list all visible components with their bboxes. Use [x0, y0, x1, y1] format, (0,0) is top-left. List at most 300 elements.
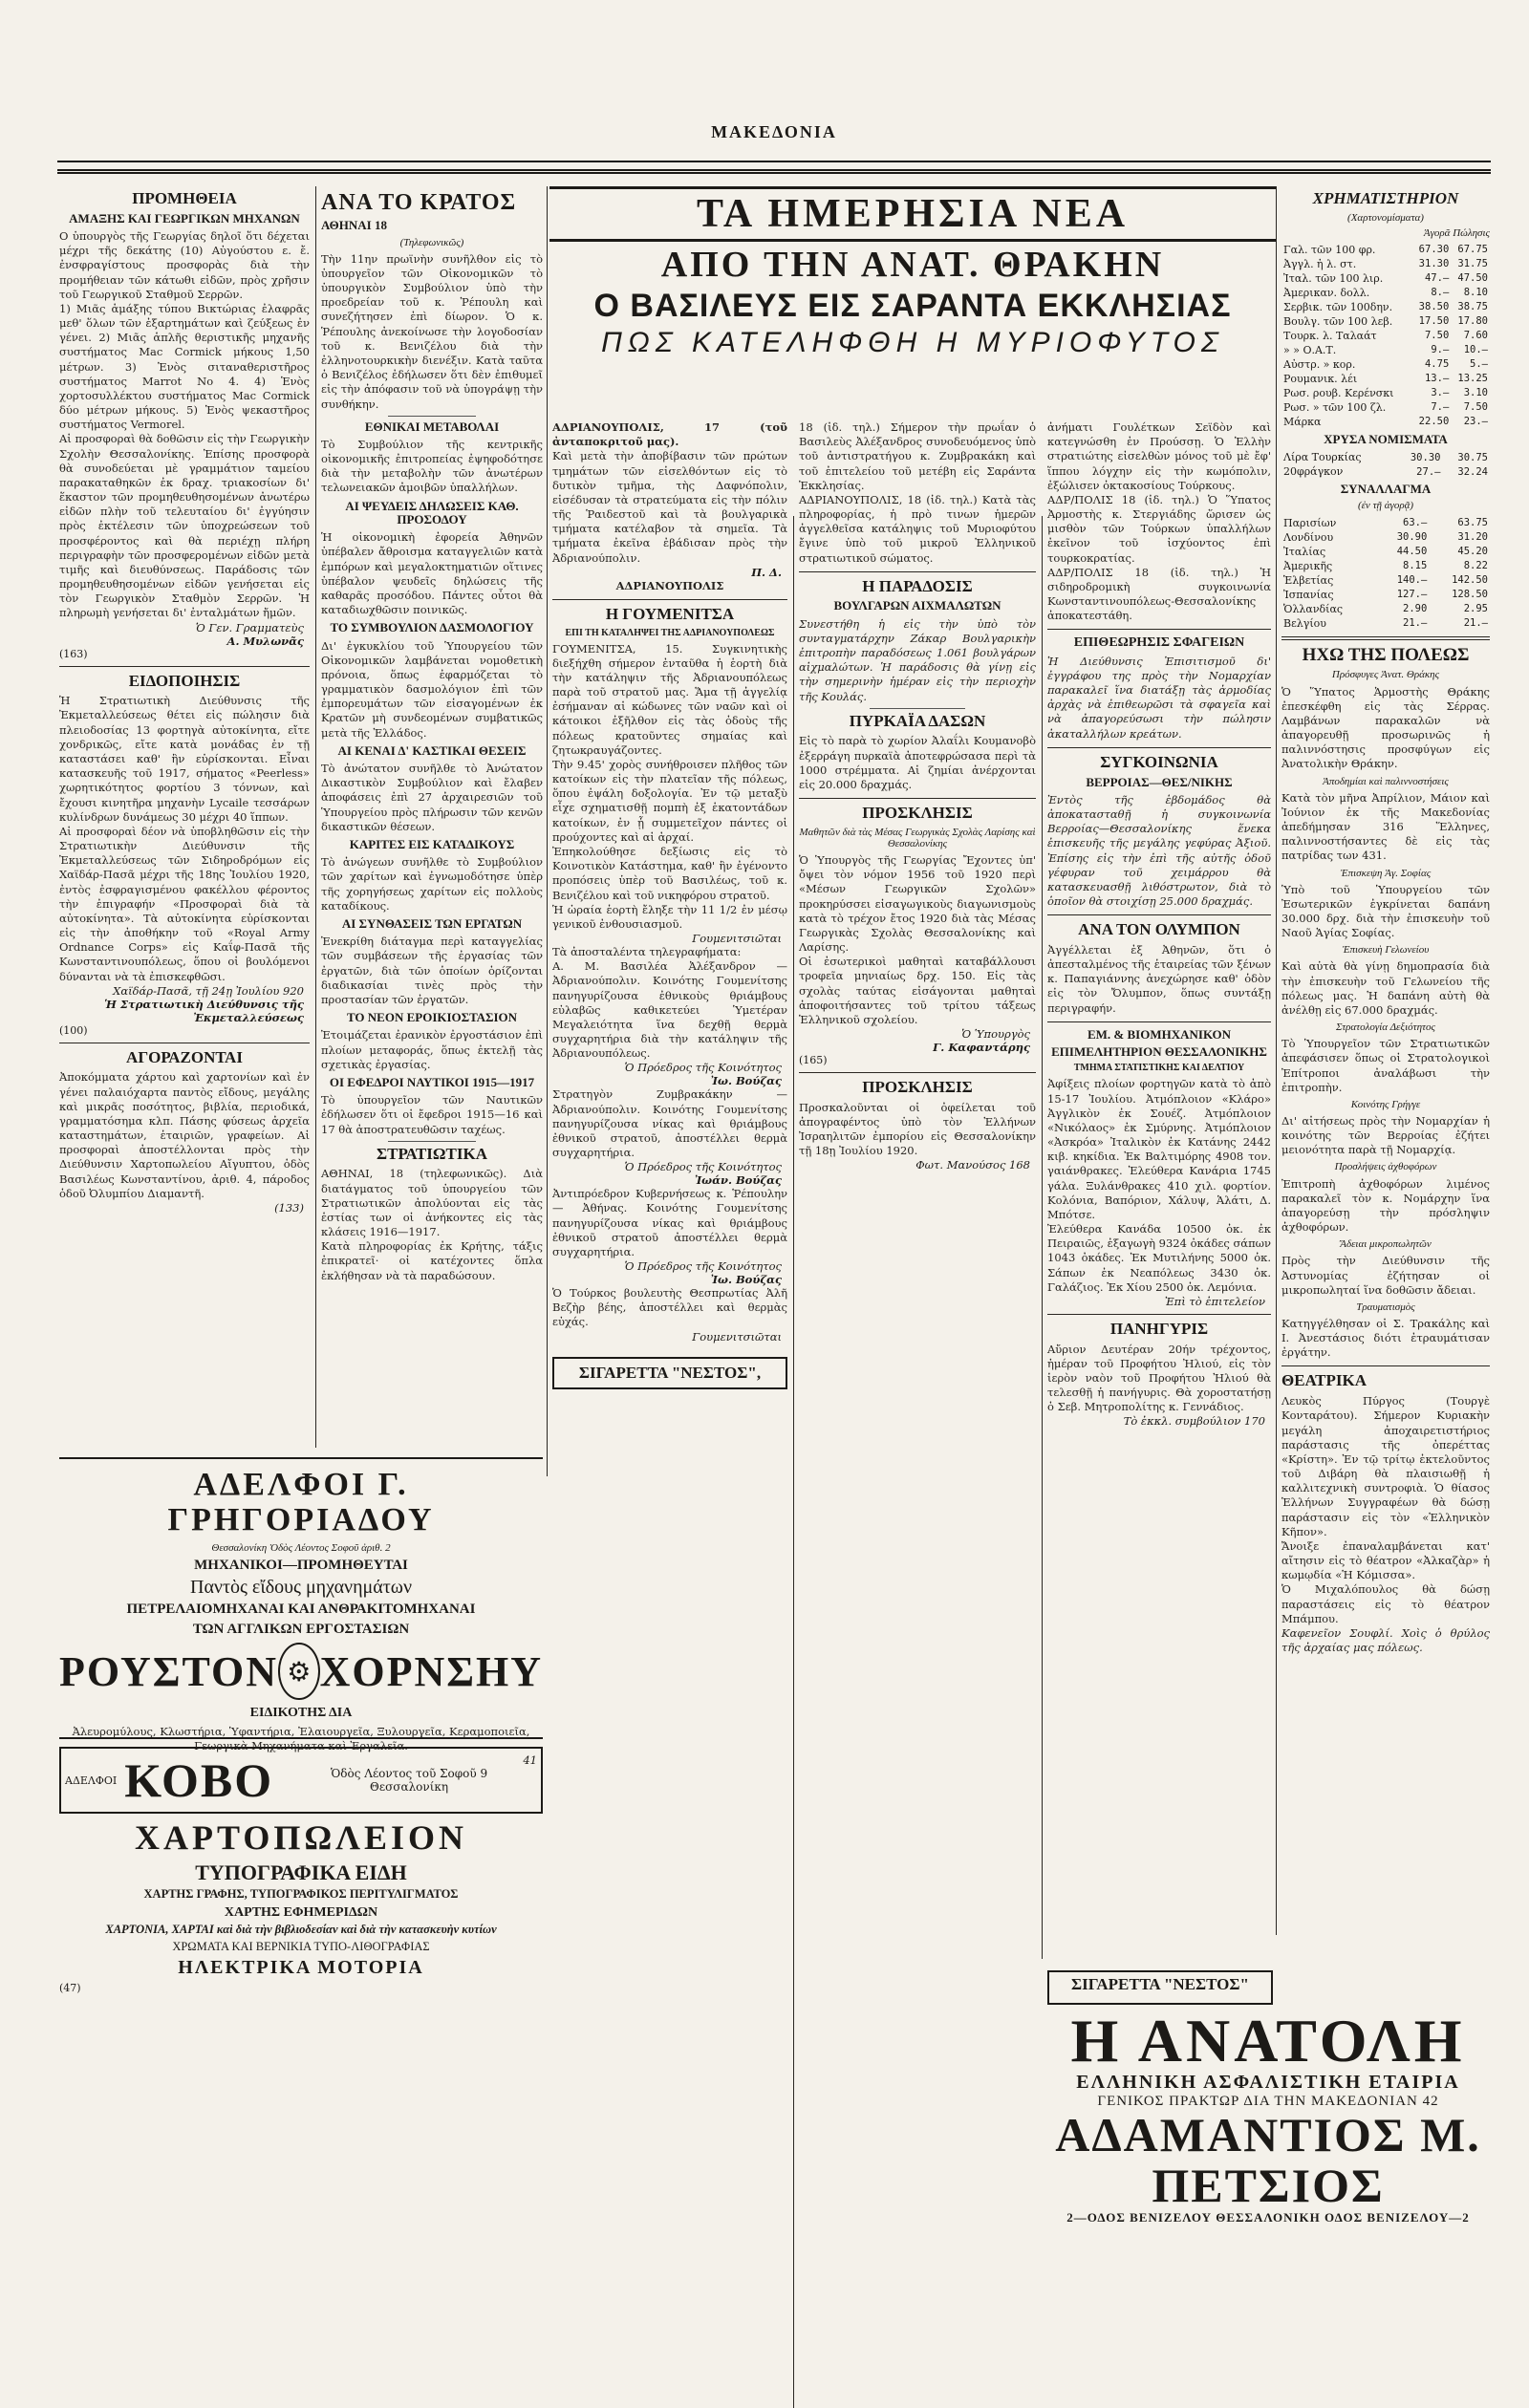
subheadline: Μαθητῶν διὰ τὰς Μέσας Γεωργικὰς Σχολὰς Λαρίσης καὶ Θεσσαλονίκης	[799, 826, 1036, 849]
buy-rate: 9.—	[1431, 344, 1450, 356]
signature: Ἰω. Βούζας	[710, 1074, 782, 1088]
notice-number: 170	[1244, 1414, 1265, 1429]
article-paragraph: Ὁ Τούρκος βουλευτὴς Θεσπρωτίας Ἀλῆ Βεζὴρ βέης, ἀποστέλλει καὶ θερμὰς εὐχάς.	[552, 1286, 787, 1329]
column-4	[1047, 420, 1271, 1949]
column-2	[321, 186, 543, 1476]
article-paragraph: Α. Μ. Βασιλέα Ἀλέξανδρον — Ἀδριανούπολιν. Κοινότης Γουμενίτσης πανηγυρίζουσα ἐθνικοὺς θριάμβους εὐλαβῶς καθικετεύει Ὑμετέραν Μεγαλειότητα ἵνα δεχθῇ θερμὰ συγχαρητήρια διὰ τὴν κατάληψιν τῆς Ἀδριανουπόλεως.	[552, 959, 787, 1061]
currency-name: Βουλγ. τῶν 100 λεβ.	[1283, 314, 1393, 328]
ad-address	[281, 1767, 537, 1794]
table-row	[1281, 588, 1490, 602]
ad-text: ΧΑΡΤΟΝΙΑ, ΧΑΡΤΑΙ καὶ διὰ τὴν βιβλιοδεσίαν καὶ διὰ τὴν κατασκευὴν κυτίων	[105, 1922, 497, 1936]
table-row	[1281, 559, 1490, 573]
headline: ΕΘΝΙΚΑΙ ΜΕΤΑΒΟΛΑΙ	[364, 419, 500, 434]
article-paragraph: Ἀφίξεις πλοίων φορτηγῶν κατὰ τὸ ἀπὸ 15-17 Ἰουλίου. Ἀτμόπλοιον «Κλάρο» Ἀγγλικὸν ἐκ Σουέζ. Ἀτμόπλοιον «Νικόλαος» ἐκ Σμύρνης. Ἀτμόπλοιον «Ἀσκρόα» Ἰταλικὸν ἐκ Κατάνης 2442 κιβ. κηκίδια. Ἐκ Βαλτιμόρης 4908 τον. γαιάνθρακες. Ἐλεύθερα Κανάρια 1745 γάλα. Ξυλάνθρακες 410 χιλ. φορτίον. Κολόνια, Βαπόριον, Χάλυψ, Ἁλάτι, Δ. Μπότσε.	[1047, 1077, 1271, 1221]
currency-name: Ἰταλίας	[1283, 545, 1326, 558]
gear-icon: ⚙	[278, 1643, 320, 1700]
signature: Ὁ Γεν. Γραμματεὺς	[195, 620, 304, 634]
table-row	[1281, 314, 1490, 329]
signature: Ἰωάν. Βούζας	[694, 1173, 782, 1188]
article-paragraph: ΑΘΗΝΑΙ, 18 (τηλεφωνικῶς). Διὰ διατάγματος τοῦ ὑπουργείου τῶν Στρατιωτικῶν ἀπολύονται εἰς τὰς ἑστίας των οἱ ἀνήκοντες εἰς τὰς κλάσεις 1916—1917.	[321, 1167, 543, 1239]
headline: ΠΡΟΣΚΛΗΣΙΣ	[862, 804, 973, 823]
sell-rate: 63.75	[1457, 517, 1488, 529]
anatoli-ad	[1047, 2007, 1489, 2297]
notice-number: (47)	[59, 1982, 81, 1995]
banner-headline: Ο ΒΑΣΙΛΕΥΣ ΕΙΣ ΣΑΡΑΝΤΑ ΕΚΚΛΗΣΙΑΣ	[593, 288, 1232, 324]
column-1	[59, 186, 310, 1448]
article-paragraph: 1) Μιᾶς ἁμάξης τύπου Βικτώριας ἐλαφρᾶς μεθ' ὅλων τῶν ἐξαρτημάτων καὶ ζεύξεως ἐν γένει. 2) Μιᾶς ἁπλῆς θεριστικῆς μηχανῆς συστήματος Mac Cormick μήκους 1,50 μέτρων. 3) Ἑνὸς σιταναθεριστῆρος συστήματος Marrot No 4. 4) Ἑνὸς χορτοσυλλέκτου συστήματος Mac Cormick δύο μέτρων μήκους. 5) Ἑνὸς ψεκαστῆρος συστήματος Vermorel.	[59, 301, 310, 432]
column-3b	[799, 420, 1036, 2140]
article-paragraph: Συνεστήθη ἡ εἰς τὴν ὑπὸ τὸν συνταγματάρχην Ζάκαρ Βουλγαρικὴν ἐπιτροπὴν παραδόσεως 1.061 βουλγάρων αἰχμαλώτων. Ἡ παράδοσις θὰ γίνῃ εἰς τὴν σημερινὴν ἡμέραν εἰς τὴν περιοχὴν τῆς Κουλάς.	[799, 616, 1036, 703]
ad-brand: ΧΟΡΝΣΗΥ	[319, 1647, 543, 1695]
sell-rate: 31.75	[1457, 258, 1488, 270]
subheadline: ΕΠΙ ΤΗ ΚΑΤΑΛΗΨΕΙ ΤΗΣ ΑΔΡΙΑΝΟΥΠΟΛΕΩΣ	[565, 627, 775, 638]
divider	[1047, 1314, 1271, 1315]
signature: Α. Μυλωνᾶς	[226, 634, 304, 648]
item-title: Προσλήψεις ἀχθοφόρων	[1334, 1161, 1437, 1173]
ad-address: 2—ΟΔΟΣ ΒΕΝΙΖΕΛΟΥ ΘΕΣΣΑΛΟΝΙΚΗ ΟΔΟΣ ΒΕΝΙΖΕΛΟΥ—2	[1066, 2210, 1470, 2225]
currency-name: Ἰσπανίας	[1283, 588, 1334, 601]
article-paragraph: Οἱ ἐσωτερικοὶ μαθηταὶ καταβάλλουσι τροφεῖα μηνιαίως δρχ. 150. Εἰς τὰς σχολὰς ταύτας εἰσάγονται μαθηταὶ ἀποφοιτήσαντες τοῦ τρίτου τάξεως Ἑλληνικοῦ σχολείου.	[799, 955, 1036, 1026]
article-paragraph: Ἡ Στρατιωτικὴ Διεύθυνσις τῆς Ἐκμεταλλεύσεως θέτει εἰς πώλησιν διὰ πλειοδοσίας 13 φορτηγὰ αὐτοκίνητα, εἴτε χονδρικῶς, εἴτε κατὰ μονάδας ἐν τῇ καταστάσει καθ' ἣν εὑρίσκονται. Εἶναι κατασκευῆς τοῦ 1917, σήματος «Peerless» χωρητικότητος φορτίου 3 τόννων, καὶ ἔχουσι κινητῆρα μηχανὴν Lycaile τεσσάρων κυλίνδρων δυνάμεως 30 μέχρι 40 ἵππων.	[59, 694, 310, 824]
table-row	[1281, 329, 1490, 343]
masthead: ΜΑΚΕΔΟΝΙΑ	[711, 122, 837, 141]
ad-text: ΣΙΓΑΡΕΤΤΑ "ΝΕΣΤΟΣ",	[578, 1363, 762, 1382]
nestos-ad	[1047, 1970, 1273, 2005]
article-paragraph: Ἡ Διεύθυνσις Ἐπισιτισμοῦ δι' ἐγγράφου της πρὸς τὴν Νομαρχίαν παρακαλεῖ ἵνα διατάξῃ τὰς ἁρμοδίας ἀρχὰς νὰ ἐπιθεωρῶσι τὰ σφαγεῖα καὶ νὰ ἀπαγορεύσωσι τὴν πώλησιν ἀκαταλλήλων κρεάτων.	[1047, 654, 1271, 741]
exchange-rate-table	[1281, 516, 1490, 631]
ad-text: ΧΑΡΤΗΣ ΕΦΗΜΕΡΙΔΩΝ	[224, 1904, 378, 1920]
subheadline: ΑΜΑΞΗΣ ΚΑΙ ΓΕΩΡΓΙΚΩΝ ΜΗΧΑΝΩΝ	[69, 210, 300, 226]
headline: ΕΙΔΟΠΟΙΗΣΙΣ	[128, 671, 241, 690]
ad-text: ΤΥΠΟΓΡΑΦΙΚΑ ΕΙΔΗ	[195, 1860, 407, 1884]
ad-text: Ἀλευρομύλους, Κλωστήρια, Ὑφαντήρια, Ἐλαιουργεῖα, Ξυλουργεῖα, Κεραμοποιεῖα, Γεωργικὰ Μηχανήματα καὶ Ἐργαλεῖα.	[72, 1724, 530, 1752]
headline: ΠΥΡΚΑΪΑ ΔΑΣΩΝ	[849, 711, 986, 730]
sell-rate: 21.—	[1463, 617, 1488, 630]
sell-rate: 2.95	[1463, 603, 1488, 615]
article-paragraph: Ἐλεύθερα Κανάδα 10500 ὀκ. ἐκ Πειραιῶς, ἐξαγωγὴ 9324 ὀκάδες σάπων 1043 ὀκάδες. Ἐκ Μυτιλήνης 5000 ὀκ. Σάπων ἐκ Νεαπόλεως 3430 ὀκ. Γαλάζιος. Ἐκ Χίου 2500 ὀκ. Λεμόνια.	[1047, 1222, 1271, 1294]
divider	[799, 571, 1036, 572]
ad-text: ΧΑΡΤΗΣ ΓΡΑΦΗΣ, ΤΥΠΟΓΡΑΦΙΚΟΣ ΠΕΡΙΤΥΛΙΓΜΑΤΟΣ	[143, 1886, 459, 1901]
article-paragraph: Ἐνεκρίθη διάταγμα περὶ καταγγελίας τῶν συμβάσεων τῆς ἐργασίας τῶν ἐργατῶν, διὰ τῶν ὁποίων ὁρίζονται διαδικασίαι τινὲς πρὸς τὴν προστασίαν τῶν ἐργατῶν.	[321, 935, 543, 1006]
table-row	[1281, 602, 1490, 616]
ad-text: ΤΩΝ ΑΓΓΛΙΚΩΝ ΕΡΓΟΣΤΑΣΙΩΝ	[192, 1621, 410, 1637]
buy-rate: 38.50	[1418, 301, 1450, 313]
sell-rate: 5.—	[1470, 358, 1488, 371]
item-title: Στρατολογία Δεξιότητος	[1336, 1021, 1435, 1034]
banner-headline: ΠΩΣ ΚΑΤΕΛΗΦΘΗ Η ΜΥΡΙΟΦΥΤΟΣ	[601, 327, 1224, 358]
ad-text: ΑΔΕΛΦΟΙ	[65, 1774, 118, 1787]
article-paragraph: Ὁ Μιχαλόπουλος θὰ δώσῃ παραστάσεις εἰς τὸ θέατρον Μπάμπου.	[1281, 1582, 1490, 1625]
buy-rate: 13.—	[1424, 373, 1450, 385]
item-title: Ἀποδημίαι καὶ παλιννοστήσεις	[1323, 775, 1449, 787]
ad-address: Θεσσαλονίκη Ὁδὸς Λέοντος Σοφοῦ ἀριθ. 2	[211, 1541, 391, 1554]
article-paragraph: Στρατηγὸν Ζυμβρακάκην — Ἀδριανούπολιν. Κοινότης Γουμενίτσης πανηγυρίζουσα νίκας καὶ θριάμβους ἐθνικοῦ στρατοῦ, ἀποστέλλει θερμὰ συγχαρητήρια.	[552, 1087, 787, 1160]
currency-name: Σερβικ. τῶν 100δην.	[1283, 300, 1393, 313]
sell-rate: 32.24	[1457, 465, 1488, 478]
item-title: Ἐπισκευὴ Γελωνείου	[1342, 944, 1430, 957]
signature: Ὁ Πρόεδρος τῆς Κοινότητος	[624, 1259, 782, 1274]
cigarette-ad	[552, 1357, 787, 1390]
divider	[388, 416, 477, 417]
headline: ΤΟ ΣΥΜΒΟΥΛΙΟΝ ΔΑΣΜΟΛΟΓΙΟΥ	[330, 620, 534, 635]
divider	[1047, 629, 1271, 630]
sell-rate: 30.75	[1457, 451, 1488, 463]
notice-number: 42	[1422, 2094, 1439, 2109]
currency-name: Ἀμερικῆς	[1283, 559, 1333, 572]
subheadline: ΤΜΗΜΑ ΣΤΑΤΙΣΤΙΚΗΣ ΚΑΙ ΔΕΛΤΙΟΥ	[1073, 1063, 1245, 1074]
currency-name: Ρουμανικ. λέι	[1283, 372, 1358, 385]
article-paragraph: ΑΔΡ/ΠΟΛΙΣ 18 (ἰδ. τηλ.) Ὁ Ὕπατος Ἀρμοστὴς κ. Στεργιάδης ὥρισεν ὡς μισθὸν τῶν Τούρκων ὑπαλλήλων ἐκεῖνον τοῦ ἰσχύοντος ἐπὶ τουρκοκρατίας.	[1047, 492, 1271, 565]
signature: Γ. Καφαντάρης	[933, 1041, 1030, 1055]
currency-name: Παρισίων	[1283, 516, 1337, 529]
article-paragraph: Τὸ Ὑπουργεῖον τῶν Στρατιωτικῶν ἀπεφάσισεν ὅπως οἱ Στρατολογικοὶ Ἐπίτροποι ἀναλάβωσι τὴν ἐπιτροπὴν.	[1281, 1037, 1490, 1094]
article-paragraph: Αὔριον Δευτέραν 20ήν τρέχοντος, ἡμέραν τοῦ Προφήτου Ἠλιού, εἰς τὸν ἱερὸν ναὸν τοῦ Προφήτου Ἠλιού θὰ τελεσθῇ ἡ πανήγυρις. Θὰ χοροστατήσῃ ὁ Σεβ. Μητροπολίτης κ. Γεννάδιος.	[1047, 1342, 1271, 1414]
article-paragraph: ἀνήματι Γουλέτκων Σεϊδὸν καὶ κατεγνώσθη ἐν Προύσσῃ. Ὁ Ἑλλὴν στρατιώτης εἰσελθὼν μόνος τοῦ μὲ ἔφ' ἵππου λόγχην εἰς τὴν κωμόπολιν, ἐξώλισεν ὀκτακοσίους Τούρκους.	[1047, 420, 1271, 492]
article-paragraph: Κατηγγέλθησαν οἱ Σ. Τρακάλης καὶ Ι. Ἀνεστάσιος διότι ἐτραυμάτισαν ἐργάτην.	[1281, 1316, 1490, 1360]
currency-name: Ἀμερικαν. δολλ.	[1283, 286, 1370, 299]
headline: ΠΡΟΜΗΘΕΙΑ	[132, 189, 237, 207]
ad-text: ΜΗΧΑΝΙΚΟΙ—ΠΡΟΜΗΘΕΥΤΑΙ	[194, 1557, 408, 1573]
article-paragraph: Τὴν 11ην πρωϊνὴν συνῆλθον εἰς τὸ ὑπουργεῖον τῶν Οἰκονομικῶν τὸ ὑπουργικὸν Συμβούλιον ὑπὸ τὴν προεδρείαν τοῦ κ. Ῥέπουλη καὶ συνεζήτησεν ἐπὶ δίωρον. Ὁ κ. Ῥέπουλης ἀνεκοίνωσε τὴν λογοδοσίαν τοῦ κ. Βενιζέλου διὰ τὴν ἐλληνοτουρκικὴν διενέξιν. Κατὰ ταῦτα ὁ Βενιζέλος ἐδήλωσεν ὅτι δὲν ἐπιθυμεῖ εἰς τὴν ἀπόφασιν τοῦ νὰ ὑπογράψῃ τὴν συνθήκην.	[321, 251, 543, 411]
column-rule	[547, 186, 548, 1476]
article-paragraph: Ἀγγέλλεται ἐξ Ἀθηνῶν, ὅτι ὁ ἀπεσταλμένος τῆς ἑταιρείας τῶν ξένων κ. Παπαγιάννης ἀνεχώρησε καθ' ὁδὸν εἰς τὸν Ὄλυμπον, ὅπως συντάξῃ περιγραφήν.	[1047, 942, 1271, 1015]
signature: Χαϊδάρ-Πασᾶ, τῇ 24ῃ Ἰουλίου 920	[113, 983, 304, 998]
table-row	[1281, 372, 1490, 386]
article-paragraph: ΑΔΡΙΑΝΟΥΠΟΛΙΣ, 18 (ἰδ. τηλ.) Κατὰ τὰς πληροφορίας, ἡ πρὸ τινων ἡμερῶν ἀγγελθεῖσα κατάληψις τοῦ Μυριοφύτου ἔγινε ὑπὸ τοῦ μικροῦ Ἑλληνικοῦ στρατιωτικοῦ σώματος.	[799, 492, 1036, 565]
subheadline: ΕΠΙΜΕΛΗΤΗΡΙΟΝ ΘΕΣΣΑΛΟΝΙΚΗΣ	[1051, 1044, 1267, 1060]
headline: ΑΙ ΨΕΥΔΕΙΣ ΔΗΛΩΣΕΙΣ ΚΑΘ. ΠΡΟΣΟΔΟΥ	[345, 498, 519, 527]
divider	[1281, 1365, 1490, 1366]
ad-text: ΕΙΔΙΚΟΤΗΣ ΔΙΑ	[249, 1706, 353, 1721]
headline: ΟΙ ΕΦΕΔΡΟΙ ΝΑΥΤΙΚΟΙ 1915—1917	[329, 1074, 535, 1089]
divider	[1047, 914, 1271, 915]
buy-rate: 127.—	[1396, 589, 1428, 601]
sell-rate: 7.60	[1463, 330, 1488, 342]
table-row	[1281, 516, 1490, 530]
column-3	[552, 420, 787, 2332]
sell-rate: 7.50	[1463, 401, 1488, 414]
currency-name: Ρωσ. ρουβ. Κερένσκι	[1283, 386, 1394, 399]
article-paragraph: Καὶ αὐτὰ θὰ γίνῃ δημοπρασία διὰ τὴν ἐπισκευὴν τοῦ Γελωνείου τῆς πόλεως μας. Ἡ δαπάνη αὐτὴ θὰ ἀνέλθῃ εἰς 67.000 δραχμάς.	[1281, 959, 1490, 1017]
table-row	[1281, 400, 1490, 415]
item-title: Κοινότης Γρήγγε	[1350, 1098, 1421, 1110]
article-paragraph: Καφενεῖον Σουφλί. Χοὶς ὁ θρύλος τῆς ἀρχαίας μας πόλεως.	[1281, 1625, 1490, 1655]
article-paragraph: Ὑπὸ τοῦ Ὑπουργείου τῶν Ἐσωτερικῶν ἐγκρίνεται δαπάνη 30.000 δρχ. διὰ τὴν ἐπισκευὴν τοῦ Ναοῦ Ἁγίας Σοφίας.	[1281, 882, 1490, 940]
item-title: Ἐπισκεψη Ἁγ. Σοφίας	[1340, 867, 1432, 879]
notice-number: (163)	[59, 647, 88, 660]
banner-headline: ΑΠΟ ΤΗΝ ΑΝΑΤ. ΘΡΑΚΗΝ	[660, 245, 1165, 285]
column-5	[1281, 186, 1490, 1935]
table-row	[1281, 286, 1490, 300]
table-row	[1281, 257, 1490, 271]
kobo-ad	[59, 1747, 543, 2110]
headline: ΑΝΑ ΤΟΝ ΟΛΥΜΠΟΝ	[1078, 920, 1240, 939]
ad-title: ΧΑΡΤΟΠΩΛΕΙΟΝ	[134, 1818, 467, 1857]
article-paragraph: Ἀποκόμματα χάρτου καὶ χαρτονίων καὶ ἐν γένει παλαιόχαρτα παντὸς εἴδους, μεγάλης καὶ μικρᾶς ποσότητος, βιβλία, περιοδικά, γραμματόσημα κλπ. Πάσης φύσεως ἀρχεῖα καταστημάτων, ἑταιριῶν, γραφείων. Αἱ προσφοραὶ ἀποστέλλονται πρὸς τὴν Διεύθυνσιν Χαρτοπωλείου Αἴγυπτου, ὁδὸς Βασιλέως Κωνσταντίνου, ἀριθ. 4, πάροδος ὁδοῦ Ὀλυμπίου Διαμαντῆ.	[59, 1070, 310, 1200]
signature: Π. Δ.	[751, 565, 782, 579]
column-rule	[793, 516, 794, 2408]
table-row	[1281, 464, 1490, 479]
currency-name: Μάρκα	[1283, 415, 1322, 428]
divider	[799, 798, 1036, 799]
headline: ΠΡΟΣΚΛΗΣΙΣ	[862, 1078, 973, 1097]
signature: Ἐπὶ τὸ ἐπιτελείον	[1164, 1294, 1265, 1308]
headline: ΑΓΟΡΑΖΟΝΤΑΙ	[126, 1047, 243, 1066]
sell-rate: 67.75	[1457, 244, 1488, 256]
dateline: ΑΔΡΙΑΝΟΥΠΟΛΙΣ	[615, 578, 724, 592]
headline: ΧΡΗΜΑΤΙΣΤΗΡΙΟΝ	[1312, 189, 1459, 207]
headline: ΠΑΝΗΓΥΡΙΣ	[1109, 1319, 1209, 1338]
column-rule	[315, 186, 316, 1448]
subheadline: (ἐν τῇ ἀγορᾷ)	[1357, 500, 1414, 512]
ad-logo-row	[59, 1643, 543, 1700]
headline: ΣΥΓΚΟΙΝΩΝΙΑ	[1100, 752, 1218, 771]
item-title: Ἄδειαι μικροπωλητῶν	[1340, 1238, 1432, 1251]
ad-brand: ΡΟΥΣΤΟΝ	[59, 1647, 279, 1695]
signature-name: Τὸ ἐκκλ. συμβούλιον	[1123, 1414, 1241, 1429]
currency-name: Αὐστρ. » κορ.	[1283, 357, 1356, 371]
article-paragraph: Ὁ Ὑπουργὸς τῆς Γεωργίας Ἔχοντες ὑπ' ὄψει τὸν νόμον 1956 τοῦ 1920 περὶ «Μέσων Γεωργικῶν Σχολῶν» προκηρύσσει εἰσαγωγικοὺς διαγωνισμοὺς κατὰ τὸ τρέχον ἔτος 1920 διὰ τὰς Μέσας Γεωργικὰς Σχολὰς Θεσσαλονίκης καὶ Λαρίσης.	[799, 852, 1036, 955]
article-paragraph: Ἐπηκολούθησε δεξίωσις εἰς τὸ Κοινοτικὸν Κατάστημα, καθ' ἣν ἐγένοντο προπόσεις ὑπὲρ τοῦ Βασιλέως, τοῦ κ. Βενιζέλου καὶ τοῦ νικηφόρου στρατοῦ.	[552, 844, 787, 902]
divider	[59, 666, 310, 667]
headline: ΣΥΝΑΛΛΑΓΜΑ	[1340, 482, 1432, 497]
table-row	[1281, 545, 1490, 559]
article-paragraph: Ἐντὸς τῆς ἑβδομάδος θὰ ἀποκατασταθῇ ἡ συγκοινωνία Βερροίας—Θεσσαλονίκης ἕνεκα ἐπισκευῆς τῆς μεγάλης γεφύρας Ἀξιοῦ. Ἐπίσης εἰς τὴν ἐπὶ τῆς αὐτῆς ὁδοῦ γέφυραν τοῦ χειμάρρου θὰ κατασκευασθῇ λιθόστρωτον, διὰ τὸ ὁποῖον θὰ στοιχίσῃ 25.000 δραχμάς.	[1047, 792, 1271, 909]
article-paragraph: Ἐτοιμάζεται ἐρανικὸν ἐργοστάσιον ἐπὶ πλοίων μεταφοράς, ὅπως ἐκτελῇ τὰς σχετικὰς ἐργασίας.	[321, 1028, 543, 1071]
buy-rate: 44.50	[1396, 546, 1428, 558]
buy-rate: 31.30	[1418, 258, 1450, 270]
signature: Ὁ Πρόεδρος τῆς Κοινότητος	[624, 1160, 782, 1174]
buy-rate: 17.50	[1418, 315, 1450, 328]
buy-rate: 63.—	[1403, 517, 1428, 529]
table-row	[1281, 415, 1490, 429]
ad-text: ΣΙΓΑΡΕΤΤΑ "ΝΕΣΤΟΣ"	[1071, 1975, 1249, 1993]
article-paragraph: Αἱ προσφοραὶ θὰ δοθῶσιν εἰς τὴν Γεωργικὴν Σχολὴν Θεσσαλονίκης. Ἐπίσης προσφορὰ θὰ συνοδεύεται μὲ γραμμάτιον ταμείου παρακαταθηκῶν ἐκ δραχ. τριακοσίων δι' ἕκαστον τῶν προμηθευθησομένων ἀνωτέρω εἰδῶν πλὴν τοῦ τελευταίου δι' ἐγγύησιν πρὸς ἐκτέλεσιν τῶν ὑποχρεώσεων τοῦ προσφέροντος καὶ θὰ περιέχῃ πλήρη περιγραφὴν τῶν προσφερομένων εἰδῶν μετὰ τιμῆς καὶ διευθύνσεως. Παράδοσις τῶν προμηθευθησομένων εἰδῶν γενήσεται εἰς τὸν Γεωργικὸν Σταθμὸν Σερρῶν. Ἡ πληρωμὴ γενήσεται δι' ἐνταλμάτων ἤμῶν.	[59, 432, 310, 620]
divider	[388, 1141, 477, 1142]
article-paragraph: Ὁ Ὕπατος Ἁρμοστὴς Θράκης ἐπεσκέφθη εἰς τὰς Σέρρας. Λαμβάνων παρακαλῶν νὰ ἀπαγορευθῇ προσωρινῶς ἡ παλιννόστησις προσφύγων εἰς Ἀνατολικὴν Θράκην.	[1281, 684, 1490, 771]
buy-rate: 67.30	[1418, 244, 1450, 256]
ad-title: Η ΑΝΑΤΟΛΗ	[1070, 2007, 1466, 2075]
buy-rate: 22.50	[1418, 416, 1450, 428]
item-title: Πρόσφυγες Ἀνατ. Θράκης	[1331, 669, 1440, 681]
signature: Ὁ Ὑπουργὸς	[961, 1027, 1030, 1042]
article-paragraph: Τὸ ἀνώγεων συνῆλθε τὸ Συμβούλιον τῶν χαρίτων καὶ ἐγνωμοδότησε ὑπὲρ τῆς χορηγήσεως χαρίτων εἰς πολλοὺς καταδίκους.	[321, 855, 543, 913]
signature: Ἰω. Βούζας	[710, 1273, 782, 1287]
buy-rate: 8.—	[1431, 287, 1450, 299]
exchange-table	[1281, 243, 1490, 429]
divider	[1281, 636, 1490, 640]
sell-rate: 17.80	[1457, 315, 1488, 328]
sell-rate: 31.20	[1457, 531, 1488, 544]
table-row	[1281, 530, 1490, 545]
article-paragraph: Πρὸς τὴν Διεύθυνσιν τῆς Ἀστυνομίας ἐζήτησαν οἱ μικροπωληταί ἵνα δοθῶσιν ἄδειαι.	[1281, 1254, 1490, 1297]
article-paragraph: Αἱ προσφοραὶ δέον νὰ ὑποβληθῶσιν εἰς τὴν Στρατιωτικὴν Διεύθυνσιν τῆς Ἐκμεταλλεύσεως τῶν Σιδηροδρόμων εἰς Χαϊδάρ-Πασᾶ μέχρι τῆς 18ης Ἰουλίου 1920, ἐντὸς ἐσφραγισμένου φακέλλου φέροντος τὴν ἐπιγραφήν «Προσφοραὶ διὰ τὰ αὐτοκίνητα». Τὰ αὐτοκίνητα εὑρίσκονται εἰς τὴν ἀποθήκην τοῦ «Royal Army Ordnance Corps» εἰς Καΐφ-Πασᾶ τῆς Κωνσταντινουπόλεως, ὅπου οἱ βουλόμενοι δύνανται νὰ τὰ ἐπισκεφθῶσι.	[59, 824, 310, 983]
divider	[552, 599, 787, 600]
article-paragraph: Τὰ ἀποσταλέντα τηλεγραφήματα:	[552, 945, 742, 959]
article-paragraph: 18 (ἰδ. τηλ.) Σήμερον τὴν πρωΐαν ὁ Βασιλεὺς Ἀλέξανδρος συνοδευόμενος ὑπὸ τοῦ ἀντιστρατήγου κ. Ζυμβρακάκη καὶ τοῦ ἐπιτελείου τοῦ μετέβη εἰς Σαράντα Ἐκκλησίας.	[799, 420, 1036, 492]
headline: ΑΝΑ ΤΟ ΚΡΑΤΟΣ	[321, 190, 517, 215]
headline: ΕΜ. & ΒΙΟΜΗΧΑΝΙΚΟΝ	[1087, 1026, 1232, 1042]
currency-name: Ἰταλ. τῶν 100 λιρ.	[1283, 271, 1384, 285]
table-row	[1281, 243, 1490, 257]
currency-name: Βελγίου	[1283, 616, 1326, 630]
gold-table	[1281, 450, 1490, 479]
sell-rate: 13.25	[1457, 373, 1488, 385]
headline: ΧΡΥΣΑ ΝΟΜΙΣΜΑΤΑ	[1324, 431, 1448, 446]
headline: ΕΠΙΘΕΩΡΗΣΙΣ ΣΦΑΓΕΙΩΝ	[1073, 635, 1245, 651]
subheadline: ΒΟΥΛΓΑΡΩΝ ΑΙΧΜΑΛΩΤΩΝ	[833, 598, 1001, 613]
table-row	[1281, 300, 1490, 314]
table-row	[1281, 357, 1490, 372]
signature: Γουμενιτσιῶται	[692, 932, 782, 946]
currency-name: Τουρκ. λ. Ταλαάτ	[1283, 329, 1377, 342]
divider	[1047, 747, 1271, 748]
sell-rate: 38.75	[1457, 301, 1488, 313]
headline: ΑΙ ΚΕΝΑΙ Δ' ΚΑΣΤΙΚΑΙ ΘΕΣΕΙΣ	[337, 742, 527, 758]
ad-text: ΠΕΤΡΕΛΑΙΟΜΗΧΑΝΑΙ ΚΑΙ ΑΝΘΡΑΚΙΤΟΜΗΧΑΝΑΙ	[126, 1602, 476, 1618]
ad-title: ΑΔΕΛΦΟΙ Γ. ΓΡΗΓΟΡΙΑΔΟΥ	[167, 1467, 435, 1538]
article-paragraph: Τὸ ἀνώτατον συνῆλθε τὸ Ἀνώτατον Δικαστικὸν Συμβούλιον καὶ ἔλαβεν ἀποφάσεις ἐπὶ 27 ἀρχαιρεσιῶν τοῦ Ὑπουργείου πρὸς πλήρωσιν τῶν κενῶν δικαστικῶν θέσεων.	[321, 762, 543, 833]
sell-rate: 8.22	[1463, 560, 1488, 572]
buy-rate: 30.30	[1410, 451, 1441, 463]
dateline: (Τηλεφωνικῶς)	[399, 236, 464, 248]
subheadline: (Χαρτονομίσματα)	[1347, 211, 1424, 224]
article-paragraph: Ἄνοιξε ἐπαναλαμβάνεται κατ' αἴτησιν εἰς τὸ θέατρον «Ἀλκαζὰρ» ἡ κωμῳδία «Ἡ Κόμισσα».	[1281, 1538, 1490, 1582]
buy-rate: 21.—	[1403, 617, 1428, 630]
notice-number: (165)	[799, 1054, 828, 1067]
article-paragraph: Δι' ἐγκυκλίου τοῦ Ὑπουργείου τῶν Οἰκονομικῶν λαμβάνεται νομοθετικὴ πρόνοια, ὅπως ἐφαρμόζεται τὸ γραμματικὸν δασμολόγιον ἐπὶ τῶν ἐμπορευμάτων τῶν εἰσαγομένων ἐκ Κρατῶν μὴ συνδεομένων συμβατικῶς μετὰ τῆς Ἑλλάδος.	[321, 638, 543, 740]
currency-name: Ἀγγλ. ἡ λ. στ.	[1283, 257, 1357, 270]
buy-rate: 3.—	[1431, 387, 1450, 399]
ad-address-street: Ὁδὸς Λέοντος τοῦ Σοφοῦ 9	[330, 1767, 488, 1780]
headline: ΑΙ ΣΥΝΘΑΣΕΙΣ ΤΩΝ ΕΡΓΑΤΩΝ	[341, 915, 523, 931]
table-header: Ἀγορᾶ Πώλησις	[1423, 226, 1490, 239]
item-title: Τραυματισμὸς	[1356, 1301, 1415, 1313]
article-paragraph: Κατὰ τὸν μῆνα Ἀπρίλιον, Μάιον καὶ Ἰούνιον ἐκ τῆς Μακεδονίας ἀπεδήμησαν 316 Ἕλληνες, παλιννοστήσαντες δὲ εἰς τὰς πατρίδας των 431.	[1281, 790, 1490, 863]
kobo-header	[59, 1747, 543, 1814]
buy-rate: 47.—	[1424, 272, 1450, 285]
headline: Η ΓΟΥΜΕΝΙΤΣΑ	[605, 604, 735, 623]
article-paragraph: Τὸ Συμβούλιον τῆς κεντρικῆς οἰκονομικῆς ἐπιτροπείας ἐψηφοδότησε διὰ τὴν μεταβολὴν τῶν ἀνωτέρων τελωνειακῶν ἀμοιβῶν ὑπαλλήλων.	[321, 437, 543, 495]
headline: ΤΟ ΝΕΟΝ ΕΡΟΙΚΙΟΣΤΑΣΙΟΝ	[346, 1010, 518, 1025]
headline: Η ΠΑΡΑΔΟΣΙΣ	[862, 576, 973, 595]
article-paragraph: Ἐπιτροπὴ ἀχθοφόρων λιμένος παρακαλεῖ τὸν κ. Νομάρχην ἵνα ἀπαγορεύσῃ τὴν πρόσληψιν ἀχθοφόρων.	[1281, 1176, 1490, 1235]
headline: ΘΕΑΤΡΙΚΑ	[1281, 1371, 1367, 1390]
currency-name: Λονδίνου	[1283, 530, 1334, 544]
table-row	[1281, 616, 1490, 631]
buy-rate: 7.50	[1424, 330, 1450, 342]
divider	[799, 1072, 1036, 1073]
signature	[1047, 1414, 1265, 1428]
article-paragraph: Προσκαλοῦνται οἱ ὀφείλεται τοῦ ἀπογραφέντος ὑπὸ τὸν Ἑλλήνων Ἰσραηλιτῶν ἐμπορίου εἰς Θεσσαλονίκην τῇ 18ῃ Ἰουλίου 1920.	[799, 1100, 1036, 1158]
article-paragraph: Τὸ ὑπουργεῖον τῶν Ναυτικῶν ἐδήλωσεν ὅτι οἱ ἔφεδροι 1915—16 καὶ 17 θὰ ἀποστρατευθῶσιν ταχέως.	[321, 1093, 543, 1136]
table-row	[1281, 343, 1490, 357]
buy-rate: 140.—	[1396, 574, 1428, 587]
ad-text: ΧΡΩΜΑΤΑ ΚΑΙ ΒΕΡΝΙΚΙΑ ΤΥΠΟ-ΛΙΘΟΓΡΑΦΙΑΣ	[172, 1939, 430, 1953]
dateline: ΑΘΗΝΑΙ 18	[321, 218, 387, 233]
article-paragraph: Καὶ μετὰ τὴν ἀποβίβασιν τῶν πρώτων τμημάτων τῶν εἰσελθόντων εἰς τὸ δυτικὸν τμῆμα, τὴς Δαφνόπολιν, εἰσέδυσαν τὰ στρατεύματα εἰς τὴν πόλιν τῆς Ῥαιδεστοῦ καὶ τὰ βουλγαρικὰ τμήματα κατέλαβον τὰ σημεῖα. Τὰ τμήματα ἐκεῖνα ἐβάδισαν πρὸς τὴν Ἀδριανούπολιν.	[552, 449, 787, 565]
signature: Ἡ Στρατιωτικὴ Διεύθυνσις τῆς Ἐκμεταλλεύσεως	[104, 997, 304, 1024]
ad-text-line: ΓΕΝΙΚΟΣ ΠΡΑΚΤΩΡ ΔΙΑ ΤΗΝ ΜΑΚΕΔΟΝΙΑΝ	[1097, 2094, 1418, 2109]
currency-name: Ἑλβετίας	[1283, 573, 1334, 587]
column-rule	[1276, 186, 1277, 1935]
article-paragraph: Ἡ ὡραία ἑορτὴ ἔληξε τὴν 11 1/2 ἐν μέσῳ γενικοῦ ἐνθουσιασμοῦ.	[552, 902, 787, 931]
table-row	[1281, 271, 1490, 286]
subheadline: ΒΕΡΡΟΙΑΣ—ΘΕΣ/ΝΙΚΗΣ	[1086, 774, 1233, 789]
buy-rate: 30.90	[1396, 531, 1428, 544]
ad-address-city: Θεσσαλονίκη	[370, 1780, 449, 1794]
currency-name: Ρωσ. » τῶν 100 ζλ.	[1283, 400, 1387, 414]
column-rule	[1042, 516, 1043, 1959]
signature: Ὁ Πρόεδρος τῆς Κοινότητος	[624, 1061, 782, 1075]
headline: ΗΧΩ ΤΗΣ ΠΟΛΕΩΣ	[1302, 644, 1470, 665]
top-rule	[57, 161, 1491, 174]
currency-name: Λίρα Τουρκίας	[1283, 451, 1362, 464]
buy-rate: 8.15	[1403, 560, 1428, 572]
table-row	[1281, 573, 1490, 588]
sell-rate: 142.50	[1452, 574, 1488, 587]
currency-name: Ὁλλανδίας	[1283, 602, 1344, 615]
ad-text: ΗΛΕΚΤΡΙΚΑ ΜΟΤΟΡΙΑ	[178, 1957, 424, 1979]
ad-text: Παντὸς εἴδους μηχανημάτων	[190, 1577, 412, 1599]
notice-number: 41	[523, 1753, 537, 1768]
ad-brand: ΚΟΒΟ	[124, 1753, 274, 1807]
article-paragraph: Τὴν 9.45' χορὸς συνήθροισεν πλῆθος τῶν κατοίκων εἰς τὴν πλατεῖαν τῆς πόλεως, ὅπου ἐψάλη δοξολογία. Ἐν τῷ μεταξὺ εἶχε σχηματισθῇ πομπὴ ἐξ ἑκατοντάδων κατοίκων, ἐν ᾗ συμμετεῖχον πάντες οἱ προύχοντες καὶ αἱ ἀρχαί.	[552, 757, 787, 844]
article-paragraph: Ἡ οἰκονομικὴ ἐφορεία Ἀθηνῶν ὑπέβαλεν ἄθροισμα καταγγελιῶν κατὰ ἐμπόρων καὶ μεγαλοκτηματιῶν οἵτινες ὑπέβαλον ψευδεῖς δηλώσεις τῆς καθαρᾶς προσόδου. Πάντες οὗτοι θὰ καταδιωχθῶσιν ποινικῶς.	[321, 530, 543, 617]
sell-rate: 23.—	[1463, 416, 1488, 428]
buy-rate: 2.90	[1403, 603, 1428, 615]
sell-rate: 45.20	[1457, 546, 1488, 558]
notice-number: (133)	[274, 1200, 304, 1215]
notice-number: 168	[1009, 1158, 1030, 1172]
sell-rate: 10.—	[1463, 344, 1488, 356]
signature	[799, 1158, 1030, 1172]
table-row	[1281, 386, 1490, 400]
grigoriadou-ad	[59, 1457, 543, 1768]
buy-rate: 27.—	[1416, 465, 1441, 478]
buy-rate: 4.75	[1424, 358, 1450, 371]
article-paragraph: Ο ὑπουργὸς τῆς Γεωργίας δηλοῖ ὅτι δέχεται μέχρι τῆς δεκάτης (10) Αὐγούστου ε. ἔ. ἐνσφραγίστους προσφορὰς διὰ τὴν προμήθειαν τῶν κάτωθι εἰδῶν, πρὸς χρῆσιν τοῦ Γεωργικοῦ Σταθμοῦ Σερρῶν.	[59, 228, 310, 301]
ad-brand: ΑΔΑΜΑΝΤΙΟΣ Μ. ΠΕΤΣΙΟΣ	[1055, 2108, 1481, 2212]
article-paragraph: Δι' αἰτήσεως πρὸς τὴν Νομαρχίαν ἡ κοινότης τῶν Βερροίας ἐζήτει μειονότητα παρὰ τῇ Νομαρχίᾳ.	[1281, 1113, 1490, 1157]
ad-text: ΕΛΛΗΝΙΚΗ ΑΣΦΑΛΙΣΤΙΚΗ ΕΤΑΙΡΙΑ	[1076, 2072, 1460, 2093]
sell-rate: 128.50	[1452, 589, 1488, 601]
headline: ΚΑΡΙΤΕΣ ΕΙΣ ΚΑΤΑΔΙΚΟΥΣ	[349, 836, 515, 851]
headline: ΣΤΡΑΤΙΩΤΙΚΑ	[377, 1144, 487, 1163]
sell-rate: 47.50	[1457, 272, 1488, 285]
article-paragraph: Εἰς τὸ παρὰ τὸ χωρίον Ἀλαΐλι Κουμανοβὸ ἐξερράγη πυρκαϊὰ ἀποτεφρώσασα περὶ τὰ 1000 στρέμματα. Αἱ ζημίαι ἀνέρχονται εἰς 20.000 δραχμάς.	[799, 734, 1036, 791]
signature-name: Φωτ. Μανούσος	[915, 1158, 1006, 1172]
dateline: ΑΔΡΙΑΝΟΥΠΟΛΙΣ, 17 (τοῦ ἀνταποκριτοῦ μας).	[552, 420, 787, 449]
article-paragraph: ΑΔΡ/ΠΟΛΙΣ 18 (ἰδ. τηλ.) Ἡ σιδηροδρομικὴ συγκοινωνία Κωνσταντινουπόλεως-Θεσσαλονίκης ἀποκατεστάθη.	[1047, 565, 1271, 623]
sell-rate: 8.10	[1463, 287, 1488, 299]
signature: Γουμενιτσιῶται	[692, 1329, 782, 1344]
currency-name: » » Ο.Α.Τ.	[1283, 343, 1337, 356]
currency-name: 20φράγκον	[1283, 465, 1344, 479]
article-paragraph: Ἀντιπρόεδρον Κυβερνήσεως κ. Ῥέπουλην — Ἀθήνας. Κοινότης Γουμενίτσης πανηγυρίζουσα νίκας καὶ θριάμβους ἐθνικοῦ στρατοῦ ἀποστέλλει θερμὰ συγχαρητήρια.	[552, 1187, 787, 1258]
front-banner	[549, 186, 1276, 359]
divider	[1047, 1021, 1271, 1022]
currency-name: Γαλ. τῶν 100 φρ.	[1283, 243, 1376, 256]
divider	[870, 708, 964, 709]
banner-title: ΤΑ ΗΜΕΡΗΣΙΑ ΝΕΑ	[549, 186, 1276, 242]
notice-number: (100)	[59, 1023, 88, 1037]
article-paragraph: Κατὰ πληροφορίας ἐκ Κρήτης, τάξις ἐπικρατεῖ· οἱ κατέχοντες ὅπλα ἐκλήθησαν νὰ τὰ παραδώσουν.	[321, 1239, 543, 1282]
table-row	[1281, 450, 1490, 464]
article-paragraph: ΓΟΥΜΕΝΙΤΣΑ, 15. Συγκινητικὴς διεξήχθη σήμερον ἐνταῦθα ἡ ἑορτὴ διὰ τὴν κατάληψιν τῆς Ἀδριανουπόλεως παρὰ τοῦ στρατοῦ μας. Ἅμα τῇ ἀγγελίᾳ ἐσήμαναν αἱ κώδωνες τῶν ναῶν καὶ οἱ κάτοικοι ἐξῆλθον εἰς τὰς ὁδοὺς τῆς πόλεως κρατοῦντες σημαίας καὶ ζητωκραυγάζοντες.	[552, 641, 787, 757]
sell-rate: 3.10	[1463, 387, 1488, 399]
article-paragraph: Λευκὸς Πύργος (Τουργὲ Κονταράτου). Σήμερον Κυριακὴν μεγάλη ἀποχαιρετιστήριος παράστασις τῆς ὀπερέττας «Κρίστη». Ἐν τῷ τρίτῳ ἐκτελοῦντος τοῦ Διβάρη θὰ πλαισιωθῇ ἡ καλλιτεχνικὴ συντροφιὰ. Ὁ θίασος Ἑλλήνων Συγγραφέων θὰ δώσῃ παράστασιν εἰς τὸν «Ἑλληνικὸν Κῆπον».	[1281, 1394, 1490, 1538]
